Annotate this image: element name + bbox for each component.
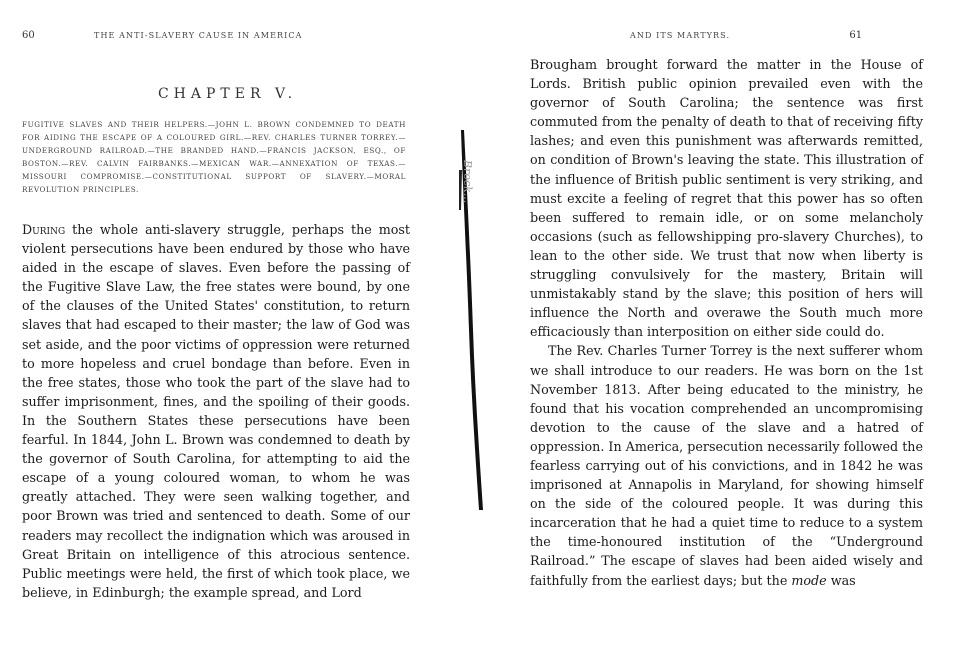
right-body-text — [530, 55, 923, 590]
chapter-synopsis: FUGITIVE SLAVES AND THEIR HELPERS.—JOHN L. BROWN CONDEMNED TO DEATH FOR AIDING THE ESCAPE OF A COLOURED GIRL.—REV. CHARLES TURNER TORREY.—UNDERGROUND RAILROAD.—THE BRANDED HAND.—FRANCIS JACKSON, ESQ., OF BOSTON.—REV. CALVIN FAIRBANKS.—MEXICAN WAR.—ANNEXATION OF TEXAS.—MISSOURI COMPROMISE.—CONSTITUTIONAL SUPPORT OF SLAVERY.—MORAL REVOLUTION PRINCIPLES. — [22, 120, 406, 194]
left-running-title: THE ANTI-SLAVERY CAUSE IN AMERICA — [94, 31, 303, 40]
left-running-head — [22, 30, 303, 41]
paragraph-2-text: The Rev. Charles Turner Torrey is the next sufferer whom we shall introduce to our readers. He was born on the 1st November 1813. After being educated to the ministry, he found that his vocation comprehended an uncompromising devotion to the cause of the slave and a hatred of oppression. In America, persecution necessarily followed the fearless carrying out of his convictions, and in 1842 he was imprisoned at Annapolis in Maryland, for showing himself on the side of the coloured people. It was during this incarceration that he had a quiet time to reduce to a system the time-honoured institution of the “Underground Railroad.” The escape of slaves had been aided wisely and faithfully from the earliest days; but the — [530, 343, 923, 588]
lead-word: During — [22, 222, 66, 237]
right-running-title: AND ITS MARTYRS. — [630, 31, 731, 40]
right-page — [510, 0, 980, 668]
left-body-text — [22, 220, 410, 602]
handwritten-margin-note: Brock... — [461, 160, 474, 204]
right-running-head — [630, 30, 862, 41]
right-paragraph-2 — [530, 341, 923, 589]
chapter-title: CHAPTER V. — [157, 86, 298, 102]
left-page-number: 60 — [22, 30, 35, 41]
right-page-number: 61 — [849, 30, 863, 41]
paragraph-2-end: was — [826, 572, 856, 588]
emphasis-word: mode — [791, 572, 827, 588]
left-body-paragraph: the whole anti-slavery struggle, perhaps the most violent persecutions have been endured by those who have aided in the escape of slaves. Even before the passing of the Fugitive Slave Law, the free states were bound, by one of the clauses of the United States' constitution, to return slaves that had escaped to their master; the law of God was set aside, and the poor victims of oppression were returned to more hopeless and cruel bondage than before. Even in the free states, those who took the part of the slave had to suffer imprisonment, fines, and the spoiling of their goods. In the Southern States these persecutions have been fearful. In 1844, John L. Brown was condemned to death by the governor of South Carolina, for attempting to aid the escape of a young coloured woman, to whom he was greatly attached. They were seen walking together, and poor Brown was tried and sentenced to death. Some of our readers may recollect the indignation which was aroused in Great Britain on intelligence of this atrocious sentence. Public meetings were held, the first of which took place, we believe, in Edinburgh; the example spread, and Lord — [22, 222, 410, 600]
left-page — [0, 0, 455, 668]
right-paragraph-1: Brougham brought forward the matter in the House of Lords. British public opinion prevailed even with the governor of South Carolina; the sentence was first commuted from the penalty of death to that of receiving fifty lashes; and even this punishment was afterwards remitted, on condition of Brown's leaving the state. This illustration of the influence of British public sentiment is very striking, and must excite a feeling of regret that this power has so often been suffered to remain idle, or on some melancholy occasions (such as fellowshipping pro-slavery Churches), to lean to the other side. We trust that now when liberty is struggling convulsively for the mastery, Britain will unmistakably stand by the slave; this position of hers will influence the North and overawe the South much more efficaciously than interposition on either side could do. — [530, 57, 923, 340]
